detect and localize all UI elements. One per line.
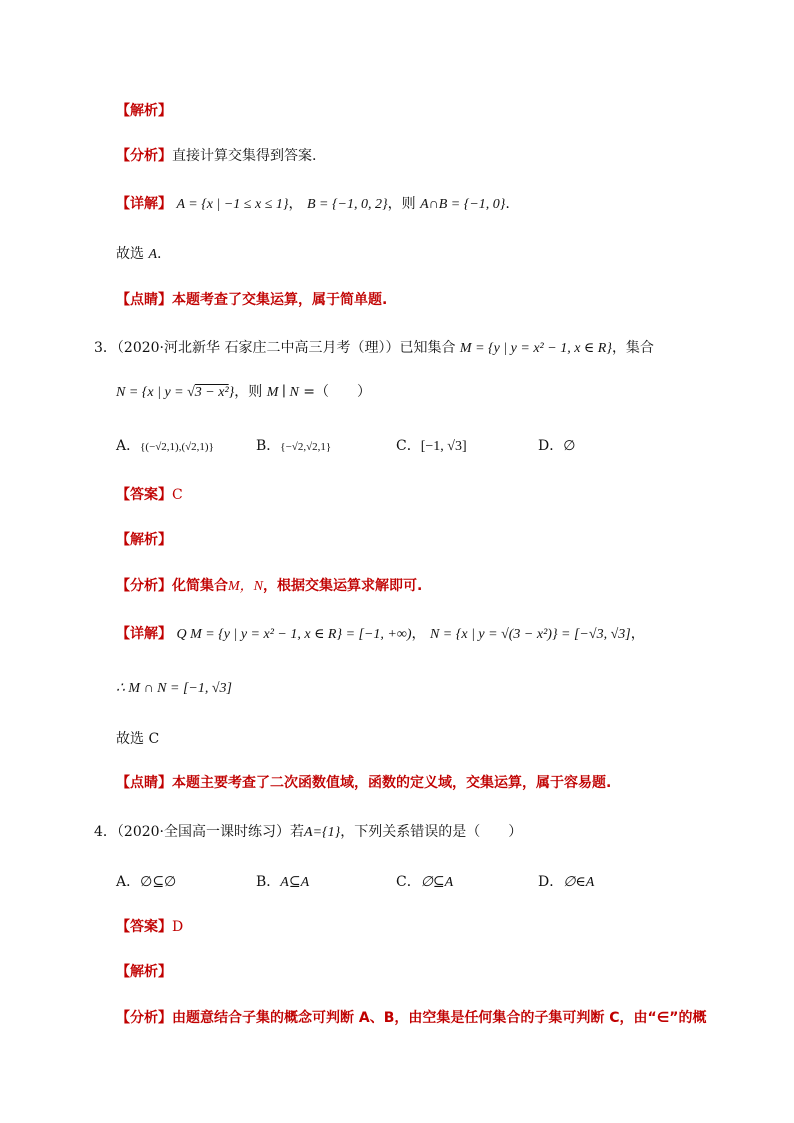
q3-answer: 【答案】C — [116, 487, 183, 503]
question-3-stem: 3．（2020·河北新华 石家庄二中高三月考（理））已知集合 M = {y | y = x² − 1, x ∈ R}，集合 — [94, 340, 654, 356]
question-4-stem: 4．（2020·全国高一课时练习）若A={1}，下列关系错误的是（ ） — [94, 824, 523, 840]
q3-detailed-solution: 【详解】 Q M = {y | y = x² − 1, x ∈ R} = [−1, +∞)， N = {x | y = √(3 − x²)} = [−√3, √3]， — [116, 626, 645, 642]
q4-option-b: B．A⊆A — [256, 874, 310, 890]
q4-analysis-idea: 【分析】由题意结合子集的概念可判断 A、B，由空集是任何集合的子集可判断 C，由“∈”的概 — [116, 1010, 707, 1026]
analysis-idea: 【分析】直接计算交集得到答案. — [116, 148, 317, 164]
detailed-solution: 【详解】 A = {x | −1 ≤ x ≤ 1}， B = {−1, 0, 2}，则 A∩B = {−1, 0}. — [116, 196, 510, 212]
comment-line: 【点睛】本题考查了交集运算，属于简单题. — [116, 292, 388, 308]
q4-answer: 【答案】D — [116, 919, 184, 935]
question-3-stem-cont: N = {x | y = √3 − x²}，则 M ∣ N =（ ） — [116, 384, 371, 400]
q3-solution-conclusion: ∴ M ∩ N = [−1, √3] — [116, 681, 232, 696]
choose-answer-line: 故选 A. — [116, 246, 162, 262]
q3-option-a: A．{(−√2,1),(√2,1)} — [116, 438, 214, 454]
q3-option-b: B．{−√2,√2,1} — [256, 438, 332, 454]
q3-option-d: D．∅ — [538, 438, 576, 454]
q4-option-c: C．∅⊆A — [396, 874, 454, 890]
sqrt-symbol: √ — [187, 385, 195, 400]
q4-analysis-heading: 【解析】 — [116, 964, 172, 980]
q3-option-c: C．[−1, √3] — [396, 438, 467, 454]
q3-comment: 【点睛】本题主要考查了二次函数值域，函数的定义域，交集运算，属于容易题. — [116, 775, 612, 791]
q3-choose-answer: 故选 C — [116, 731, 160, 747]
q4-option-d: D．∅∈A — [538, 874, 595, 890]
q3-analysis-heading: 【解析】 — [116, 532, 172, 548]
q4-option-a: A．∅⊆∅ — [116, 874, 177, 890]
q3-analysis-idea: 【分析】化简集合M，N，根据交集运算求解即可. — [116, 578, 423, 594]
analysis-heading: 【解析】 — [116, 103, 172, 119]
